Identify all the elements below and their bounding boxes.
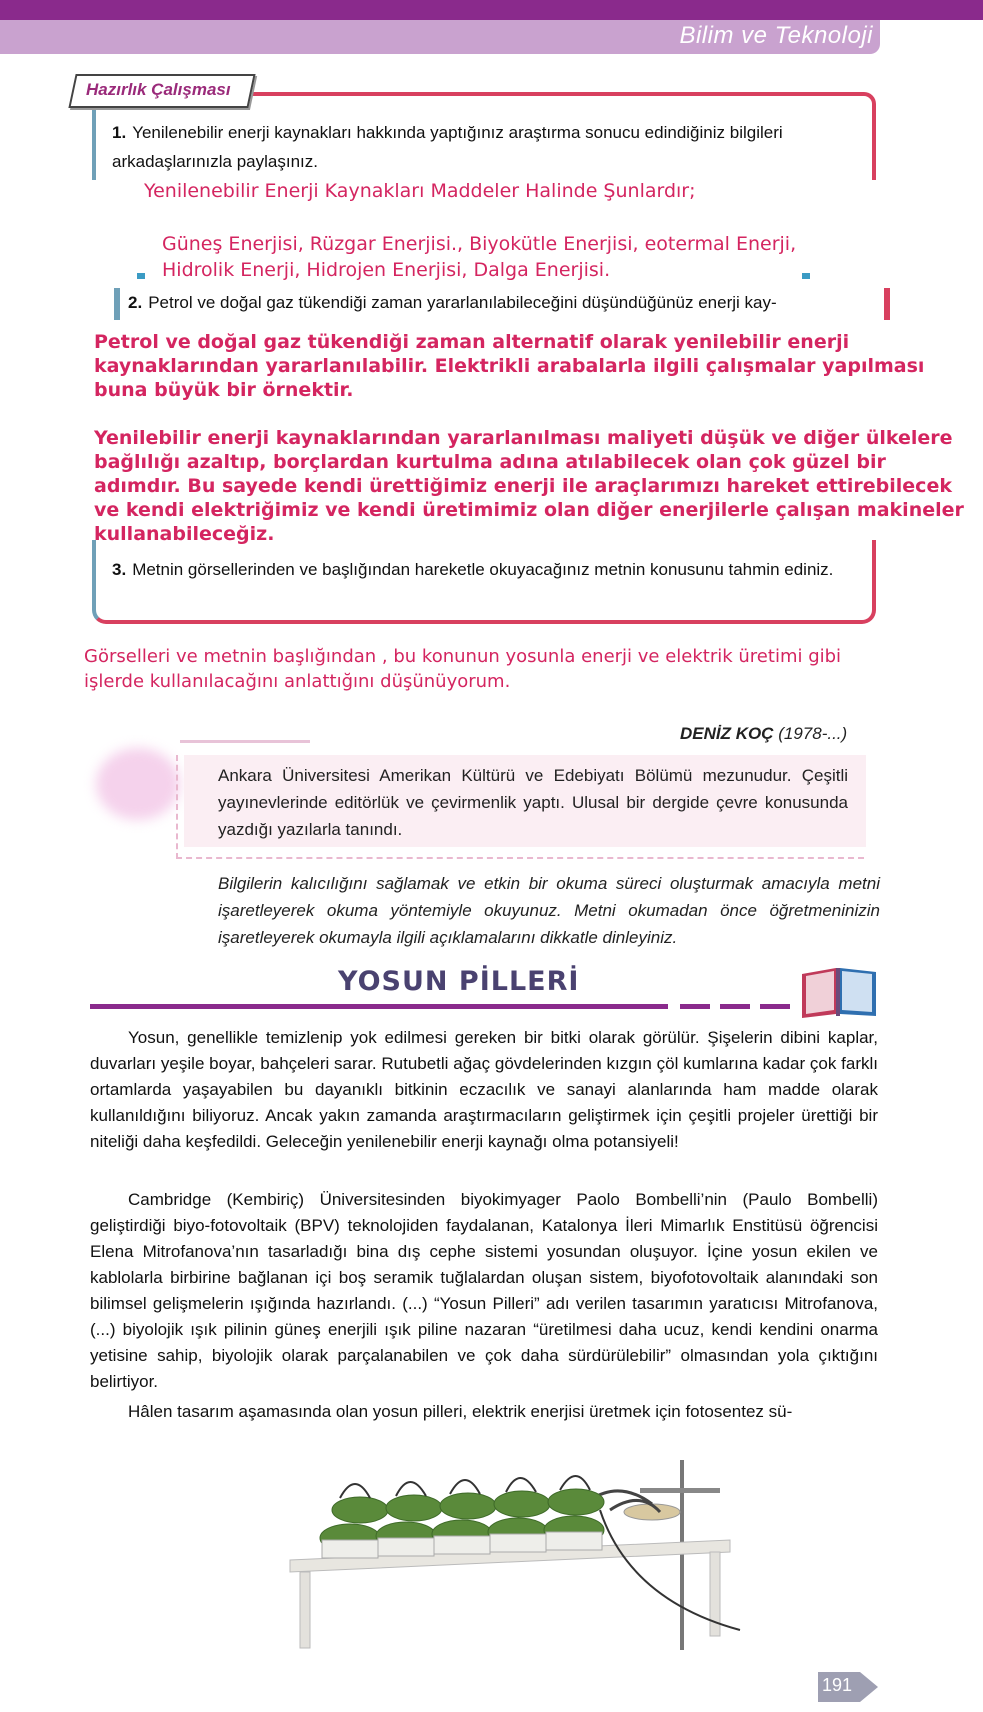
question-1 (112, 118, 852, 176)
article-title: YOSUN PİLLERİ (338, 966, 580, 997)
answer-1-body (162, 231, 842, 283)
author-bio: Ankara Üniversitesi Amerikan Kültürü ve Edebiyatı Bölümü mezunudur. Çeşitli yayınevlerinde editörlük ve çevirmenlik yaptı. Ulusal bir dergide çevre konusunda yazdığı yazılarla tanındı. (218, 766, 848, 839)
answer-1-line-1: Güneş Enerjisi, Rüzgar Enerjisi., Biyokütle Enerjisi, eotermal Enerji, (162, 233, 797, 255)
question-3-text: Metnin görsellerinden ve başlığından hareketle okuyacağınız metnin konusunu tahmin ediniz. (132, 560, 834, 579)
question-2-number: 2. (128, 293, 143, 312)
title-rule-dash (680, 1004, 710, 1009)
article-paragraph-3: Hâlen tasarım aşamasında olan yosun pilleri, elektrik enerjisi üretmek için fotosentez sü- (128, 1402, 793, 1421)
moss-battery-illustration (260, 1440, 880, 1664)
answer-2-paragraph-2: Yenilebilir enerji kaynaklarından yararlanılması maliyeti düşük ve diğer ülkelere bağlılığı azaltıp, borçlardan kurtulma adına atılabilecek olan çok güzel bir adımdır. Bu sayede kendi ürettiğimiz enerji ile araçlarımızı hareket ettirebilecek ve kendi elektriğimiz ve kendi üretimimiz olan diğer enerjilerle çalışan makineler kullanabileceğiz. (94, 427, 964, 545)
prep-box-left-marker (137, 273, 145, 279)
answer-1-line-2: Hidrolik Enerji, Hidrojen Enerjisi, Dalga Enerjisi. (162, 259, 611, 281)
title-rule-dash (760, 1004, 790, 1009)
question-1-number: 1. (112, 123, 127, 142)
title-rule-dash (720, 1004, 750, 1009)
question-3-number: 3. (112, 560, 127, 579)
answer-1-title: Yenilenebilir Enerji Kaynakları Maddeler Halinde Şunlardır; (144, 180, 696, 202)
author-name: DENİZ KOÇ (680, 724, 774, 743)
title-rule (90, 1004, 668, 1009)
question-2 (128, 288, 878, 317)
author-divider (180, 740, 310, 743)
question-1-text: Yenilenebilir enerji kaynakları hakkında yaptığınız araştırma sonucu edindiğiniz bilgileri arkadaşlarınızla paylaşınız. (112, 123, 783, 171)
question-2-text: Petrol ve doğal gaz tükendiği zaman yararlanılabileceğini düşündüğünüz enerji kay- (148, 293, 777, 312)
header-title: Bilim ve Teknoloji (679, 22, 873, 49)
question-3 (112, 555, 862, 584)
reading-instructions: Bilgilerin kalıcılığını sağlamak ve etkin bir okuma süreci oluşturmak amacıyla metni işaretleyerek okuma yöntemiyle okuyunuz. Metni okumadan önce öğretmeninizin işaretleyerek okumayla ilgili açıklamalarını dikkatle dinleyiniz. (218, 874, 880, 947)
prep-tag-label: Hazırlık Çalışması (86, 80, 231, 99)
open-book-icon (796, 962, 882, 1020)
prep-box-right-segment (884, 288, 890, 320)
header-top-bar (0, 0, 983, 20)
page-number: 191 (822, 1675, 853, 1695)
author-name-line (680, 724, 847, 744)
answer-2-paragraph-1: Petrol ve doğal gaz tükendiği zaman alternatif olarak yenilebilir enerji kaynaklarından yararlanılabilir. Elektrikli arabalarla ilgili çalışmalar yapılması buna büyük bir örnektir. (94, 331, 925, 401)
author-portrait-placeholder (96, 748, 180, 820)
prep-box-left-segment (114, 288, 120, 320)
answer-3: Görselleri ve metnin başlığından , bu konunun yosunla enerji ve elektrik üretimi gibi işlerde kullanılacağını anlattığını düşünüyorum. (84, 646, 842, 692)
article-paragraph-2: Cambridge (Kembiriç) Üniversitesinden biyokimyager Paolo Bombelli’nin (Paulo Bombelli) geliştirdiği biyo-fotovoltaik (BPV) teknolojiden faydalanan, Katalonya İleri Mimarlık Enstitüsü öğrencisi Elena Mitrofanova’nın tasarladığı bina dış cephe sistemi yosundan oluşuyor. İçine yosun ekilen ve kablolarla birbirine bağlanan içi boş seramik tuğlalardan oluşan sistem, biyofotovoltaik alanındaki son bilimsel gelişmelerin ışığında hazırlandı. (...) “Yosun Pilleri” adı verilen tasarımın yaratıcısı Mitrofanova, (...) biyolojik ışık pilinin güneş enerjili ışık piline nazaran “üretilmesi daha ucuz, kendi kendini onarma yetisine sahip, biyolojik olarak parçalanabilen ve çok daha sürdürülebilir” olmasından yola çıktığını belirtiyor. (90, 1190, 878, 1391)
article-paragraph-1: Yosun, genellikle temizlenip yok edilmesi gereken bir bitki olarak görülür. Şişelerin dibini kaplar, duvarları yeşile boyar, bahçeleri sarar. Rutubetli ağaç gövdelerinden kızgın çöl kumlarına kadar çok farklı ortamlarda yaşayabilen bu dayanıklı bitkinin eczacılık ve sanayi alanlarında ham madde olarak kullanıldığını biliyoruz. Ancak yakın zamanda araştırmacıların geliştirmek için çeşitli projeler ürettiği bir niteliği daha keşfedildi. Geleceğin yenilenebilir enerji kaynağı olma potansiyeli! (90, 1028, 878, 1151)
author-years: (1978-...) (773, 724, 848, 743)
